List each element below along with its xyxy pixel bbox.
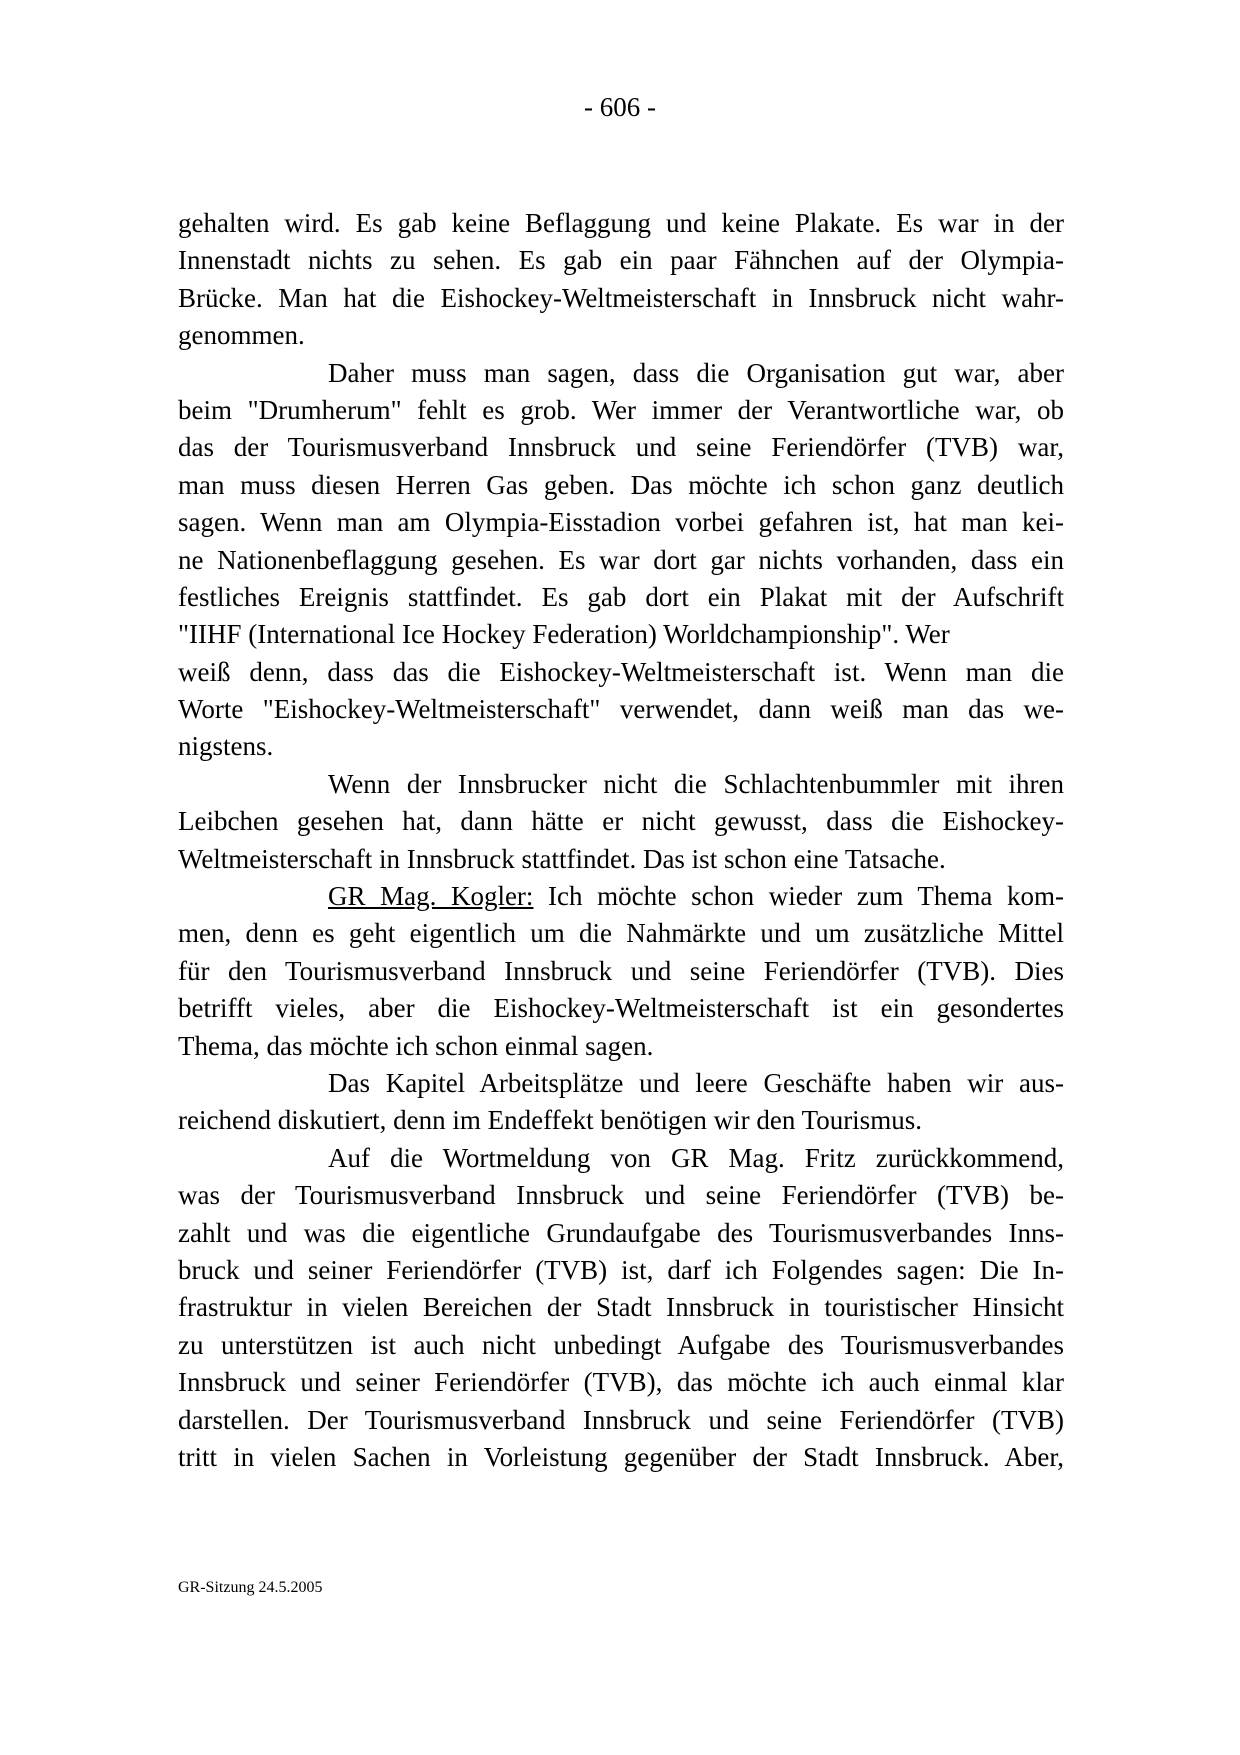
text-line: reichend diskutiert, denn im Endeffekt benötigen wir den Tourismus.	[178, 1105, 922, 1136]
text-line: ne Nationenbeflaggung gesehen. Es war dort gar nichts vorhanden, dass ein	[178, 544, 1064, 575]
text-line: Thema, das möchte ich schon einmal sagen.	[178, 1030, 654, 1061]
text-line: Weltmeisterschaft in Innsbruck stattfindet. Das ist schon eine Tatsache.	[178, 843, 946, 874]
text-line: was der Tourismusverband Innsbruck und seine Feriendörfer (TVB) be-	[178, 1180, 1064, 1211]
text-line: Brücke. Man hat die Eishockey-Weltmeisterschaft in Innsbruck nicht wahr-	[178, 282, 1064, 313]
text-line	[178, 878, 1064, 915]
text-line: festliches Ereignis stattfindet. Es gab dort ein Plakat mit der Aufschrift	[178, 581, 1064, 612]
text-line: das der Tourismusverband Innsbruck und seine Feriendörfer (TVB) war,	[178, 432, 1064, 463]
text-line: "IIHF (International Ice Hockey Federation) Worldchampionship". Wer	[178, 619, 950, 650]
text-line: für den Tourismusverband Innsbruck und seine Feriendörfer (TVB). Dies	[178, 955, 1064, 986]
text-line: Auf die Wortmeldung von GR Mag. Fritz zurückkommend,	[328, 1142, 1064, 1173]
text-line: Wenn der Innsbrucker nicht die Schlachtenbummler mit ihren	[328, 768, 1064, 799]
text-line: Innenstadt nichts zu sehen. Es gab ein paar Fähnchen auf der Olympia-	[178, 245, 1064, 276]
text-line: Leibchen gesehen hat, dann hätte er nicht gewusst, dass die Eishockey-	[178, 806, 1064, 837]
page-number: - 606 -	[584, 92, 656, 122]
speaker-text: Ich möchte schon wieder zum Thema kom-	[533, 881, 1064, 912]
text-line: darstellen. Der Tourismusverband Innsbruck und seine Feriendörfer (TVB)	[178, 1404, 1064, 1435]
text-line: Das Kapitel Arbeitsplätze und leere Geschäfte haben wir aus-	[328, 1067, 1064, 1098]
text-line: frastruktur in vielen Bereichen der Stadt Innsbruck in touristischer Hinsicht	[178, 1292, 1064, 1323]
text-line: genommen.	[178, 320, 305, 351]
text-line: bruck und seiner Feriendörfer (TVB) ist, darf ich Folgendes sagen: Die In-	[178, 1254, 1064, 1285]
text-line: betrifft vieles, aber die Eishockey-Weltmeisterschaft ist ein gesondertes	[178, 993, 1064, 1024]
paragraph	[178, 766, 1064, 878]
text-line: beim "Drumherum" fehlt es grob. Wer immer der Verantwortliche war, ob	[178, 394, 1064, 425]
text-line: Daher muss man sagen, dass die Organisation gut war, aber	[328, 357, 1064, 388]
text-line: nigstens.	[178, 731, 274, 762]
speaker-name: GR Mag. Kogler:	[328, 881, 534, 912]
speaker-paragraph	[178, 878, 1064, 1065]
text-line: zu unterstützen ist auch nicht unbedingt Aufgabe des Tourismusverbandes	[178, 1329, 1064, 1360]
body-text	[178, 205, 1064, 1476]
text-line: weiß denn, dass das die Eishockey-Weltmeisterschaft ist. Wenn man die	[178, 656, 1064, 687]
text-line: zahlt und was die eigentliche Grundaufgabe des Tourismusverbandes Inns-	[178, 1217, 1064, 1248]
text-line: Worte "Eishockey-Weltmeisterschaft" verwendet, dann weiß man das we-	[178, 694, 1064, 725]
footer-session-label: GR-Sitzung 24.5.2005	[178, 1579, 323, 1596]
text-line: men, denn es geht eigentlich um die Nahmärkte und um zusätzliche Mittel	[178, 918, 1064, 949]
paragraph	[178, 1140, 1064, 1477]
paragraph	[178, 355, 1064, 766]
paragraph	[178, 1065, 1064, 1140]
text-line: gehalten wird. Es gab keine Beflaggung und keine Plakate. Es war in der	[178, 208, 1064, 238]
text-line: man muss diesen Herren Gas geben. Das möchte ich schon ganz deutlich	[178, 469, 1064, 500]
text-line: sagen. Wenn man am Olympia-Eisstadion vorbei gefahren ist, hat man kei-	[178, 507, 1064, 538]
text-line: tritt in vielen Sachen in Vorleistung gegenüber der Stadt Innsbruck. Aber,	[178, 1441, 1064, 1472]
text-line: Innsbruck und seiner Feriendörfer (TVB), das möchte ich auch einmal klar	[178, 1367, 1064, 1398]
paragraph	[178, 205, 1064, 355]
